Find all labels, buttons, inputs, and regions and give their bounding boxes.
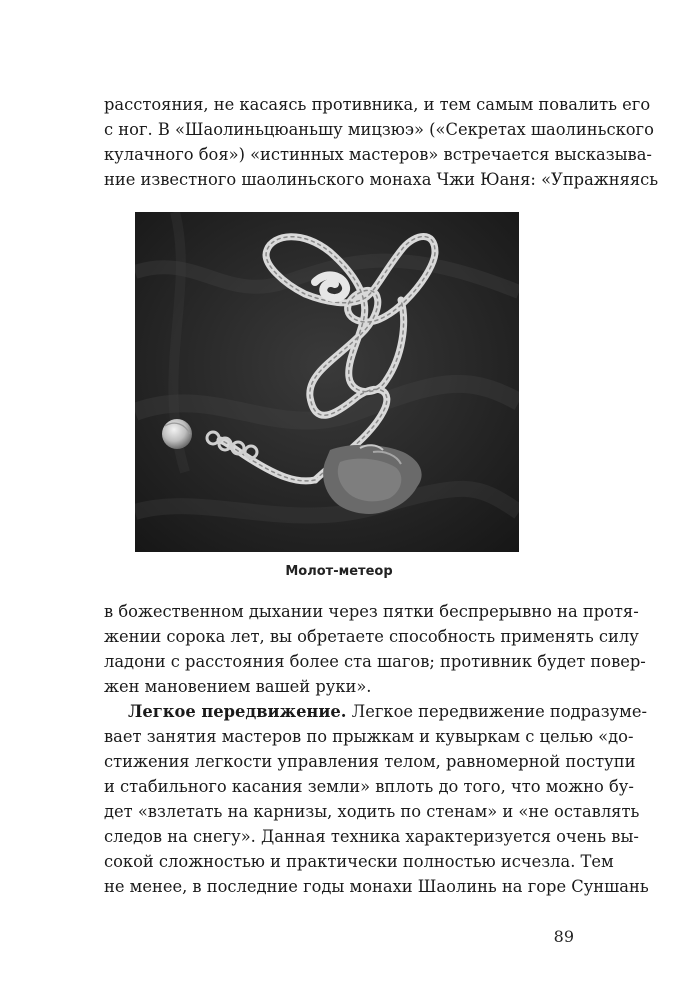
text-line: в божественном дыхании через пятки беспрерывно на протя- <box>104 602 639 621</box>
text-line: дет «взлетать на карнизы, ходить по стенам» и «не оставлять <box>104 802 640 821</box>
text-line: ние известного шаолиньского монаха Чжи Юаня: «Упражняясь <box>104 170 659 189</box>
page-number: 89 <box>553 927 574 946</box>
text-line: с ног. В «Шаолиньцюаньшу мицзюэ» («Секретах шаолиньского <box>104 120 654 139</box>
text-line: не менее, в последние годы монахи Шаолинь на горе Суншань <box>104 877 649 896</box>
section-term: Легкое передвижение. <box>128 702 347 721</box>
text-line: и стабильного касания земли» вплоть до того, что можно бу- <box>104 777 634 796</box>
text-line: стижения легкости управления телом, равномерной поступи <box>104 752 636 771</box>
figure-caption: Молот-метеор <box>285 564 393 579</box>
text-line: сокой сложностью и практически полностью исчезла. Тем <box>104 852 614 871</box>
text-line: жен мановением вашей руки». <box>104 677 372 696</box>
text-line: ладони с расстояния более ста шагов; противник будет повер- <box>104 652 646 671</box>
text-line: следов на снегу». Данная техника характеризуется очень вы- <box>104 827 639 846</box>
meteor-hammer-photo <box>135 212 519 552</box>
paragraph-top <box>104 92 659 192</box>
text-line: жении сорока лет, вы обретаете способность применять силу <box>104 627 639 646</box>
body-text-continued <box>104 599 649 899</box>
text-line-rest: Легкое передвижение подразуме- <box>346 702 647 721</box>
text-line: расстояния, не касаясь противника, и тем самым повалить его <box>104 95 651 114</box>
text-line: кулачного боя») «истинных мастеров» встречается высказыва- <box>104 145 652 164</box>
paragraph-light-movement-first-line <box>104 699 647 724</box>
meteor-hammer-illustration <box>135 212 519 552</box>
text-line: вает занятия мастеров по прыжкам и кувыркам с целью «до- <box>104 727 634 746</box>
